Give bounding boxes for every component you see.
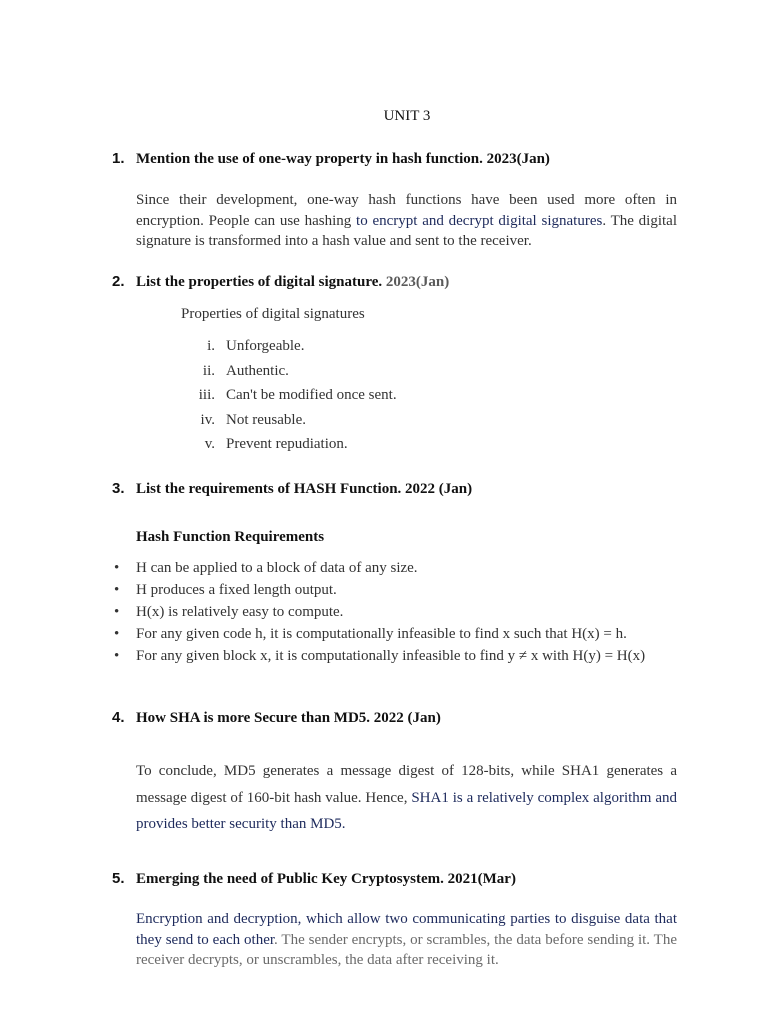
list-item — [112, 557, 712, 579]
list-item-text: Prevent repudiation. — [226, 436, 348, 453]
question-3-number: 3. — [112, 480, 125, 497]
answer-5 — [136, 909, 677, 971]
bullet-icon: • — [114, 604, 120, 620]
question-2-year: 2023(Jan) — [385, 274, 450, 290]
bullet-icon: • — [114, 626, 120, 642]
properties-subhead: Properties of digital signatures — [181, 306, 365, 322]
question-5 — [112, 870, 682, 888]
question-5-text: Emerging the need of Public Key Cryptosystem. 2021(Mar) — [136, 871, 516, 887]
answer-1-link[interactable]: to encrypt and decrypt digital signatures — [356, 212, 603, 229]
question-4-number: 4. — [112, 709, 125, 726]
properties-list — [181, 334, 581, 457]
answer-1-text-end: . The digital signature is transformed into a hash value and sent to the receiver. — [136, 212, 677, 249]
list-item-text: Can't be modified once sent. — [226, 387, 397, 404]
bullet-icon: • — [114, 582, 120, 598]
list-numeral: i. — [207, 338, 215, 354]
list-item-text: Unforgeable. — [226, 338, 305, 354]
answer-1-text: Since their development, one-way hash functions have been used more often in encryption. People can use hashing — [136, 192, 677, 229]
question-2 — [112, 273, 682, 291]
list-item-text: H(x) is relatively easy to compute. — [136, 604, 344, 620]
list-item-text: For any given block x, it is computationally infeasible to find y ≠ x with H(y) = H(x) — [136, 648, 646, 664]
list-item-text: H produces a fixed length output. — [136, 582, 337, 598]
hash-requirements-subhead: Hash Function Requirements — [136, 529, 325, 545]
list-item — [112, 623, 712, 645]
question-4 — [112, 709, 682, 727]
list-item — [181, 334, 581, 359]
list-item — [112, 601, 712, 623]
list-numeral: v. — [204, 436, 215, 453]
list-item — [181, 359, 581, 384]
list-numeral: iii. — [198, 387, 215, 404]
list-item — [181, 408, 581, 433]
list-item — [181, 383, 581, 408]
bullet-icon: • — [114, 648, 120, 664]
list-item-text: H can be applied to a block of data of any size. — [136, 560, 418, 576]
list-item — [112, 579, 712, 601]
question-3 — [112, 480, 682, 498]
question-5-number: 5. — [112, 870, 125, 887]
unit-title: UNIT 3 — [383, 108, 431, 124]
question-4-text: How SHA is more Secure than MD5. 2022 (Jan) — [136, 710, 441, 726]
question-1 — [112, 150, 682, 168]
list-item-text: For any given code h, it is computationally infeasible to find x such that H(x) = h. — [136, 626, 627, 642]
answer-4-link[interactable]: SHA1 is a relatively complex algorithm and provides better security than MD5. — [136, 789, 677, 832]
question-1-text: Mention the use of one-way property in hash function. 2023(Jan) — [136, 151, 550, 167]
answer-4-text: To conclude, MD5 generates a message digest of 128-bits, while SHA1 generates a message digest of 160-bit hash value. Hence, — [136, 763, 677, 806]
list-numeral: iv. — [200, 411, 215, 428]
list-item-text: Authentic. — [226, 362, 289, 379]
bullet-icon: • — [114, 560, 120, 576]
hash-requirements-list — [112, 557, 712, 667]
answer-5-link[interactable]: Encryption and decryption, which allow two communicating parties to disguise data that they send to each other — [136, 911, 677, 948]
question-2-number: 2. — [112, 273, 125, 290]
question-1-number: 1. — [112, 150, 125, 167]
question-2-text: List the properties of digital signature. — [136, 274, 386, 290]
answer-1 — [136, 190, 677, 252]
answer-4 — [136, 758, 677, 838]
list-item — [181, 432, 581, 457]
question-3-text: List the requirements of HASH Function. 2022 (Jan) — [136, 481, 473, 497]
answer-5-text: . The sender encrypts, or scrambles, the data before sending it. The receiver decrypts, or unscrambles, the data after receiving it. — [136, 931, 677, 968]
list-item-text: Not reusable. — [226, 411, 306, 428]
list-numeral: ii. — [202, 362, 215, 379]
list-item — [112, 645, 712, 667]
